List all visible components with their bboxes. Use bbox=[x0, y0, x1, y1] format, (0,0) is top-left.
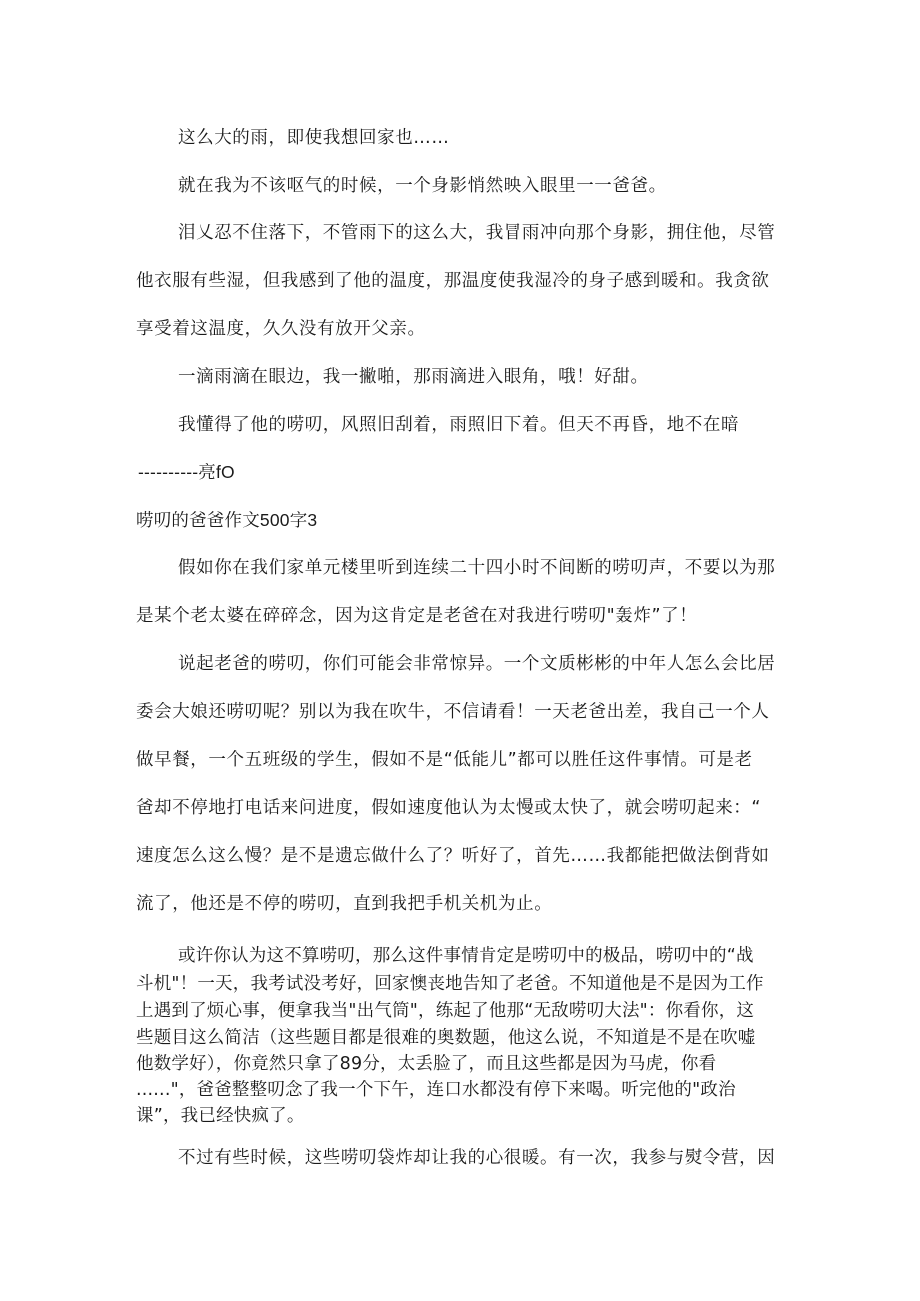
text-line: 斗机"！一天，我考试没考好，回家懊丧地告知了老爸。不知道他是不是因为工作 bbox=[136, 974, 764, 994]
text-line: 是某个老太婆在碎碎念，因为这肯定是老爸在对我进行唠叨"轰炸”了！ bbox=[136, 606, 698, 626]
section-heading: 唠叨的爸爸作文500字3 bbox=[136, 510, 318, 530]
text-line: 不过有些时候，这些唠叨袋炸却让我的心很暖。有一次，我参与熨令营，因 bbox=[178, 1148, 776, 1168]
text-line: 或许你认为这不算唠叨，那么这件事情肯定是唠叨中的极品，唠叨中的“战 bbox=[178, 946, 754, 966]
text-line: 我懂得了他的唠叨，风照旧刮着，雨照旧下着。但天不再昏，地不在暗 bbox=[178, 415, 740, 435]
text-line: 他衣服有些湿，但我感到了他的温度，那温度使我湿冷的身子感到暖和。我贪欲 bbox=[136, 271, 770, 291]
text-line: 这么大的雨，即使我想回家也…… bbox=[178, 128, 450, 148]
text-line: 享受着这温度，久久没有放开父亲。 bbox=[136, 319, 426, 339]
text-line: 速度怎么这么慢？是不是遗忘做什么了？听好了，首先……我都能把做法倒背如 bbox=[136, 846, 770, 866]
text-line: 假如你在我们家单元楼里听到连续二十四小时不间断的唠叨声，不要以为那 bbox=[178, 558, 776, 578]
text-line: 上遇到了烦心事，便拿我当"出气筒"，练起了他那“无敌唠叨大法"：你看你，这 bbox=[136, 1001, 755, 1021]
text-line: 流了，他还是不停的唠叨，直到我把手机关机为止。 bbox=[136, 894, 553, 914]
text-line: 课”，我已经快疯了。 bbox=[136, 1106, 305, 1126]
text-line: 做早餐，一个五班级的学生，假如不是“低能儿”都可以胜任这件事情。可是老 bbox=[136, 750, 753, 770]
text-line: 就在我为不该呕气的时候，一个身影悄然映入眼里一一爸爸。 bbox=[178, 176, 667, 196]
text-line: 他数学好），你竟然只拿了89分，太丢脸了，而且这些都是因为马虎，你看 bbox=[136, 1054, 717, 1074]
separator-line: ----------亮fO bbox=[138, 462, 235, 482]
text-line: 一滴雨滴在眼边，我一撇啪，那雨滴进入眼角，哦！好甜。 bbox=[178, 367, 649, 387]
text-line: 说起老爸的唠叨，你们可能会非常惊异。一个文质彬彬的中年人怎么会比居 bbox=[178, 654, 776, 674]
text-line: 爸却不停地打电话来问进度，假如速度他认为太慢或太快了，就会唠叨起来：“ bbox=[136, 798, 762, 818]
text-line: 委会大娘还唠叨呢？别以为我在吹牛，不信请看！一天老爸出差，我自己一个人 bbox=[136, 702, 770, 722]
text-line: 些题目这么简洁（这些题目都是很难的奥数题，他这么说，不知道是不是在吹嘘 bbox=[136, 1028, 756, 1048]
text-line: ......"，爸爸整整叨念了我一个下午，连口水都没有停下来喝。听完他的"政治 bbox=[136, 1080, 736, 1100]
text-line: 泪乂忍不住落下，不管雨下的这么大，我冒雨冲向那个身影，拥住他，尽管 bbox=[178, 223, 776, 243]
